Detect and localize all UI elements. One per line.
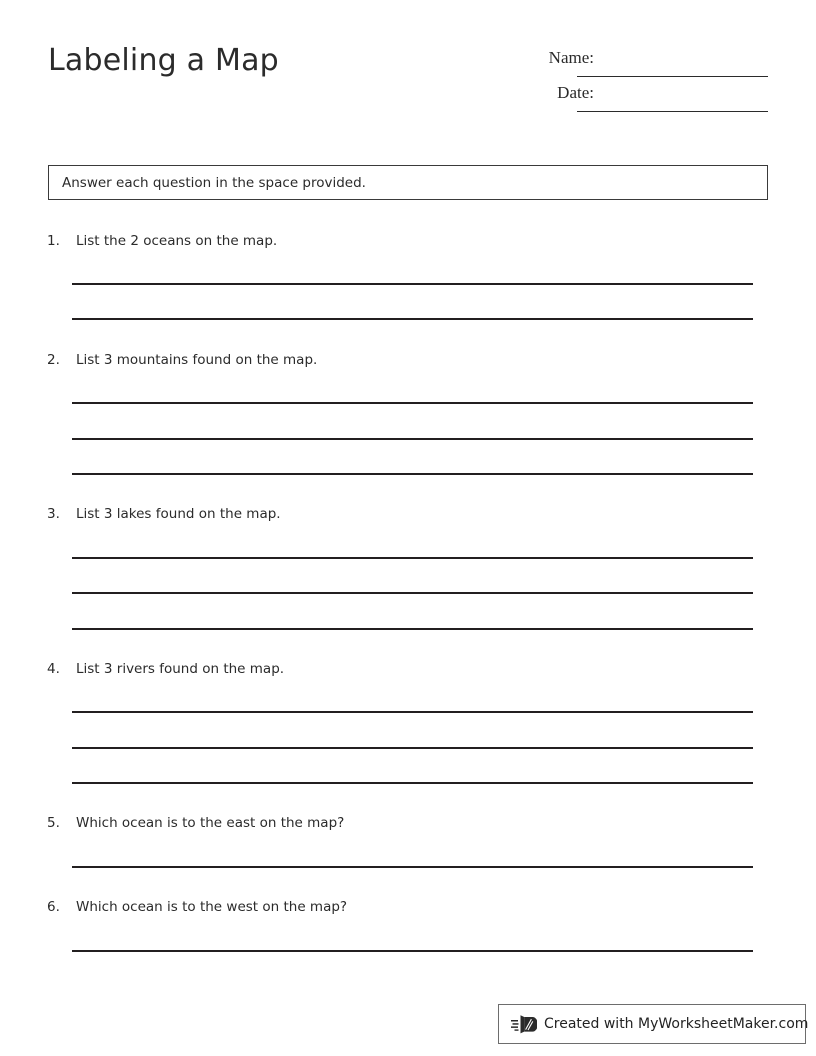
question-text: Which ocean is to the west on the map?: [76, 899, 348, 915]
date-label: Date:: [557, 83, 594, 102]
date-row: [500, 83, 790, 118]
name-row: [500, 48, 790, 83]
answer-line[interactable]: [72, 438, 753, 440]
answer-line[interactable]: [72, 711, 753, 713]
answer-line[interactable]: [72, 473, 753, 475]
question-text: List 3 mountains found on the map.: [76, 352, 318, 368]
page-title: Labeling a Map: [48, 43, 279, 78]
instruction-text: Answer each question in the space provided.: [62, 175, 366, 191]
badge-text: Created with MyWorksheetMaker.com: [544, 1016, 809, 1032]
question-number: 5.: [47, 815, 60, 831]
answer-line[interactable]: [72, 747, 753, 749]
question-number: 3.: [47, 506, 60, 522]
question-number: 6.: [47, 899, 60, 915]
worksheet-maker-logo-icon: [511, 1012, 537, 1036]
answer-line[interactable]: [72, 628, 753, 630]
answer-line[interactable]: [72, 557, 753, 559]
question-number: 1.: [47, 233, 60, 249]
answer-line[interactable]: [72, 782, 753, 784]
worksheet-header: [0, 0, 816, 140]
date-input-line[interactable]: [577, 111, 768, 112]
name-date-block: [500, 48, 790, 118]
answer-line[interactable]: [72, 283, 753, 285]
answer-line[interactable]: [72, 402, 753, 404]
badge-inner: [499, 1005, 809, 1043]
question-text: List the 2 oceans on the map.: [76, 233, 278, 249]
answer-line[interactable]: [72, 592, 753, 594]
question-text: List 3 rivers found on the map.: [76, 661, 285, 677]
answer-line[interactable]: [72, 866, 753, 868]
answer-line[interactable]: [72, 318, 753, 320]
instruction-box: [48, 165, 768, 200]
name-input-line[interactable]: [577, 76, 768, 77]
question-text: List 3 lakes found on the map.: [76, 506, 281, 522]
answer-line[interactable]: [72, 950, 753, 952]
question-text: Which ocean is to the east on the map?: [76, 815, 345, 831]
question-number: 2.: [47, 352, 60, 368]
name-label: Name:: [548, 48, 594, 67]
footer-credit-badge[interactable]: [498, 1004, 809, 1044]
question-number: 4.: [47, 661, 60, 677]
